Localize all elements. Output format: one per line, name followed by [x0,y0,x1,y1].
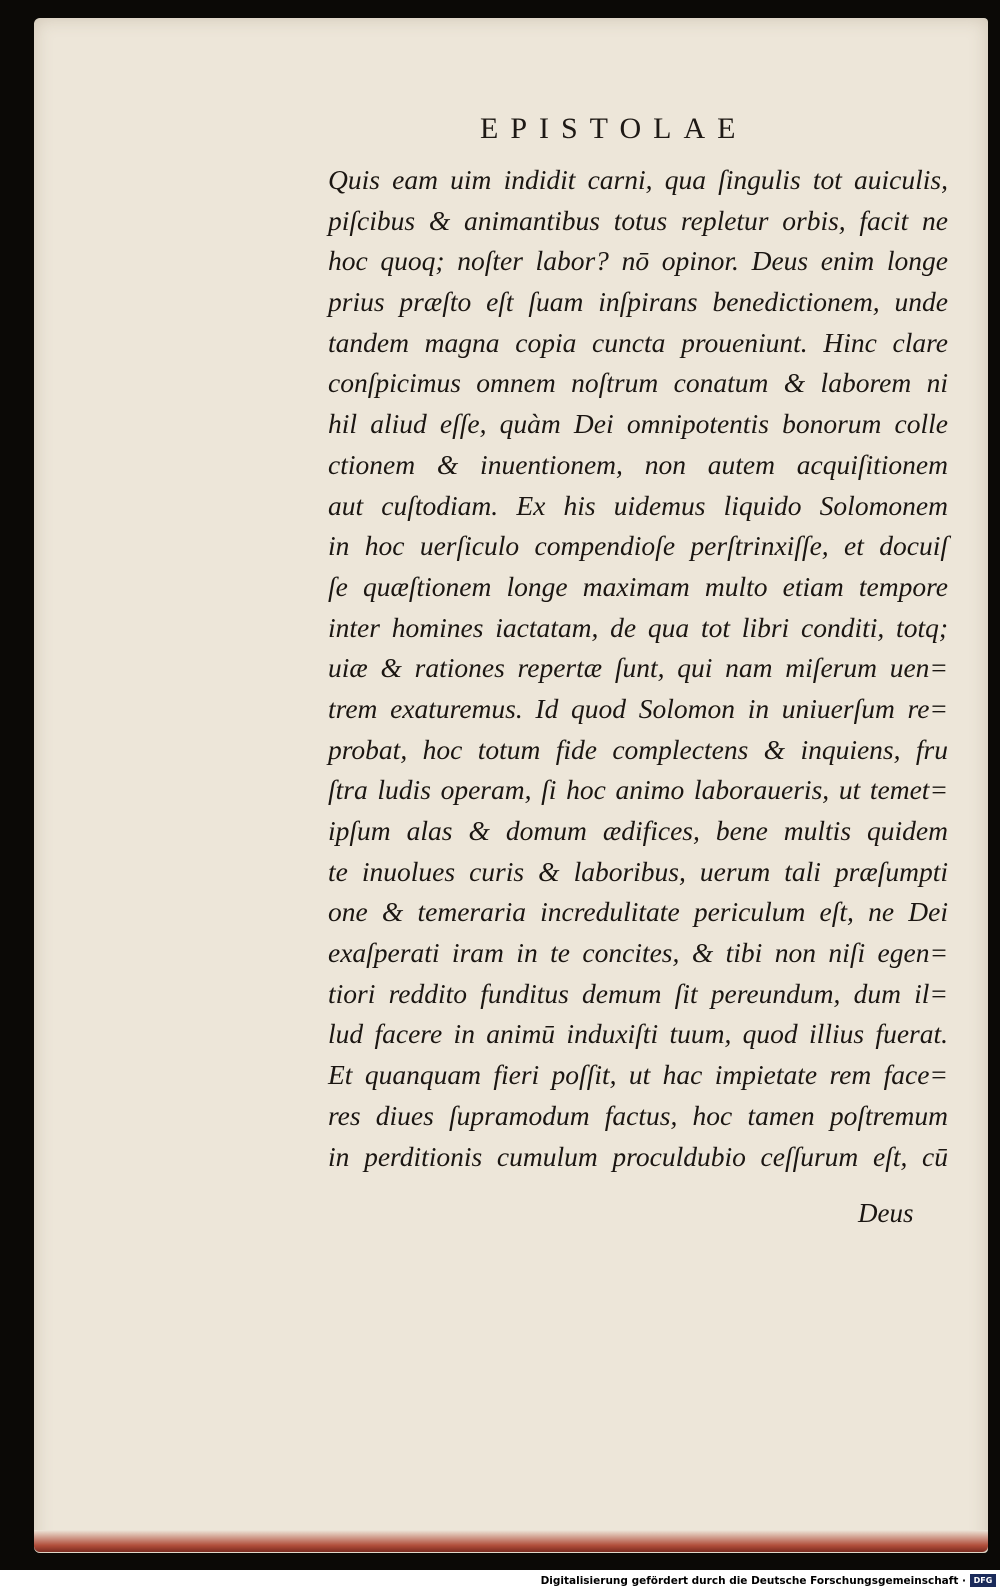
text-line: lud facere in animū induxiſti tuum, quod illius fuerat. [328,1018,948,1050]
text-line: ſtra ludis operam, ſi hoc animo laboraueris, ut temet= [328,774,948,806]
text-line: one & temeraria incredulitate periculum eſt, ne Dei [328,896,948,928]
text-line: tiori reddito funditus demum ſit pereundum, dum il= [328,977,948,1009]
text-line: trem exaturemus. Id quod Solomon in uniuerſum re= [328,692,948,724]
text-line: in perditionis cumulum proculdubio ceſſurum eſt, cū [328,1140,948,1172]
running-head: EPISTOLAE [480,112,748,145]
text-line: hil aliud eſſe, quàm Dei omnipotentis bonorum colle [328,408,948,440]
text-line: in hoc uerſiculo compendioſe perſtrinxiſſe, et docuiſ [328,530,948,562]
text-line: ctionem & inuentionem, non autem acquiſitionem [328,448,948,480]
text-line: uiæ & rationes repertæ ſunt, qui nam miſerum uen= [328,652,948,684]
text-line: hoc quoq; noſter labor? nō opinor. Deus enim longe [328,245,948,277]
text-line: exaſperati iram in te concites, & tibi non niſi egen= [328,937,948,969]
text-line: piſcibus & animantibus totus repletur orbis, facit ne [328,204,948,236]
dfg-logo: DFG [970,1574,996,1587]
text-line: te inuolues curis & laboribus, uerum tali præſumpti [328,855,948,887]
text-line: inter homines iactatam, de qua tot libri conditi, totq; [328,611,948,643]
text-line: res diues ſupramodum factus, hoc tamen poſtremum [328,1099,948,1131]
text-block [328,160,948,1177]
text-line: probat, hoc totum fide complectens & inquiens, fru [328,733,948,765]
text-line: Et quanquam fieri poſſit, ut hac impietate rem face= [328,1059,948,1091]
red-page-edge [34,1530,988,1552]
text-line: prius præſto eſt ſuam inſpirans benedictionem, unde [328,286,948,318]
text-line: ipſum alas & domum ædifices, bene multis quidem [328,815,948,846]
text-line: ſe quæſtionem longe maximam multo etiam tempore [328,570,948,602]
footer-credit: Digitalisierung gefördert durch die Deutsche Forschungsgemeinschaft · [540,1575,966,1587]
catchword: Deus [858,1198,914,1228]
text-line: Quis eam uim indidit carni, qua ſingulis tot auiculis, [328,164,948,195]
text-line: tandem magna copia cuncta proueniunt. Hinc clare [328,326,948,358]
text-line: aut cuſtodiam. Ex his uidemus liquido Solomonem [328,489,948,521]
text-line: conſpicimus omnem noſtrum conatum & laborem ni [328,367,948,399]
